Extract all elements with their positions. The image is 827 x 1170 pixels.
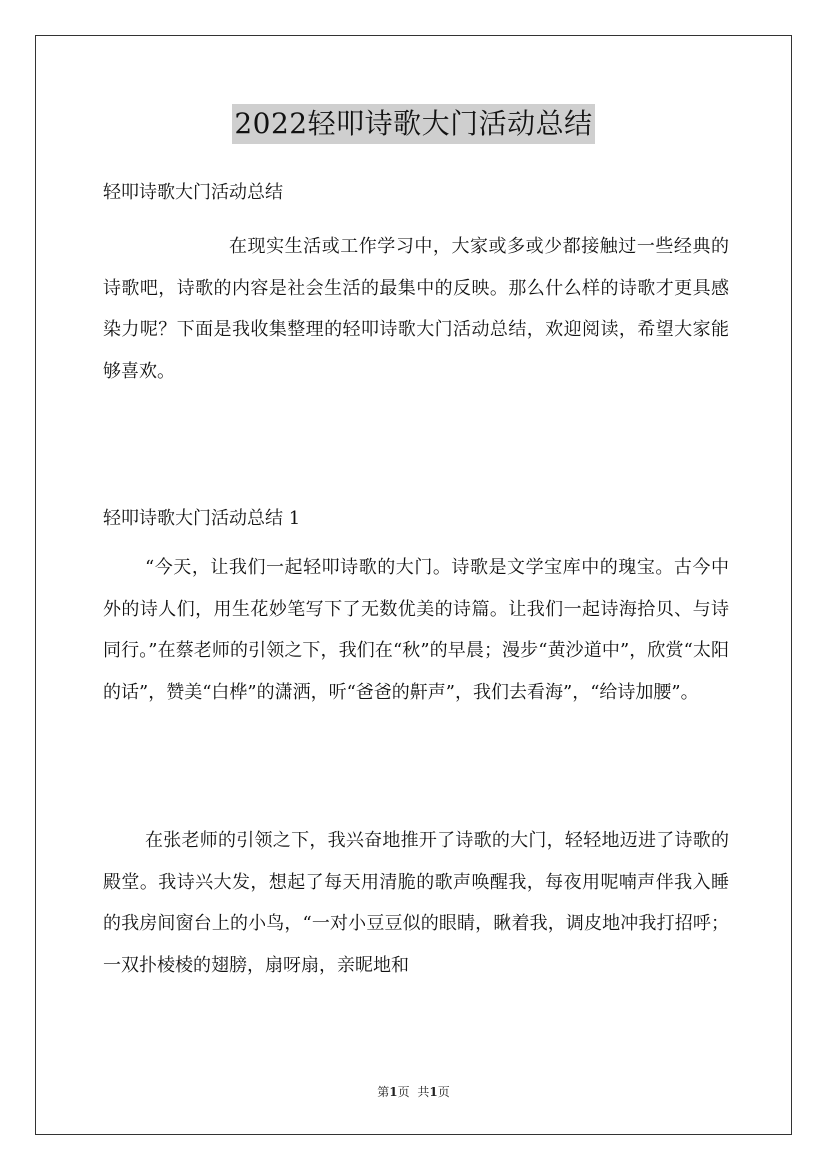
section-heading: 轻叩诗歌大门活动总结 1 bbox=[103, 508, 301, 529]
footer-total-suffix: 页 bbox=[437, 1085, 450, 1099]
intro-paragraph: 在现实生活或工作学习中，大家或多或少都接触过一些经典的诗歌吧，诗歌的内容是社会生活的最集中的反映。那么什么样的诗歌才更具感染力呢？下面是我收集整理的轻叩诗歌大门活动总结，欢迎阅读，希望大家能够喜欢。 bbox=[103, 236, 729, 382]
footer-page-suffix: 页 bbox=[397, 1085, 410, 1099]
footer-total-pages: 1 bbox=[429, 1085, 438, 1099]
footer-page-prefix: 第 bbox=[377, 1085, 390, 1099]
footer-page-number: 1 bbox=[389, 1085, 398, 1099]
body-paragraph-1: “今天，让我们一起轻叩诗歌的大门。诗歌是文学宝库中的瑰宝。古今中外的诗人们，用生花妙笔写下了无数优美的诗篇。让我们一起诗海拾贝、与诗同行。”在蔡老师的引领之下，我们在“秋”的早晨；漫步“黄沙道中”，欣赏“太阳的话”，赞美“白桦”的潇洒，听“爸爸的鼾声”，我们去看海”，“给诗加腰”。 bbox=[103, 557, 729, 703]
body-paragraph-2: 在张老师的引领之下，我兴奋地推开了诗歌的大门，轻轻地迈进了诗歌的殿堂。我诗兴大发，想起了每天用清脆的歌声唤醒我，每夜用呢喃声伴我入睡的我房间窗台上的小鸟，“一对小豆豆似的眼睛，瞅着我，调皮地冲我打招呼；一双扑棱棱的翅膀，扇呀扇，亲昵地和 bbox=[103, 830, 729, 976]
document-subtitle: 轻叩诗歌大门活动总结 bbox=[103, 182, 283, 203]
document-title: 2022轻叩诗歌大门活动总结 bbox=[232, 104, 594, 144]
title-container bbox=[0, 104, 827, 144]
page-footer bbox=[0, 1084, 827, 1100]
footer-total-prefix: 共 bbox=[417, 1085, 430, 1099]
